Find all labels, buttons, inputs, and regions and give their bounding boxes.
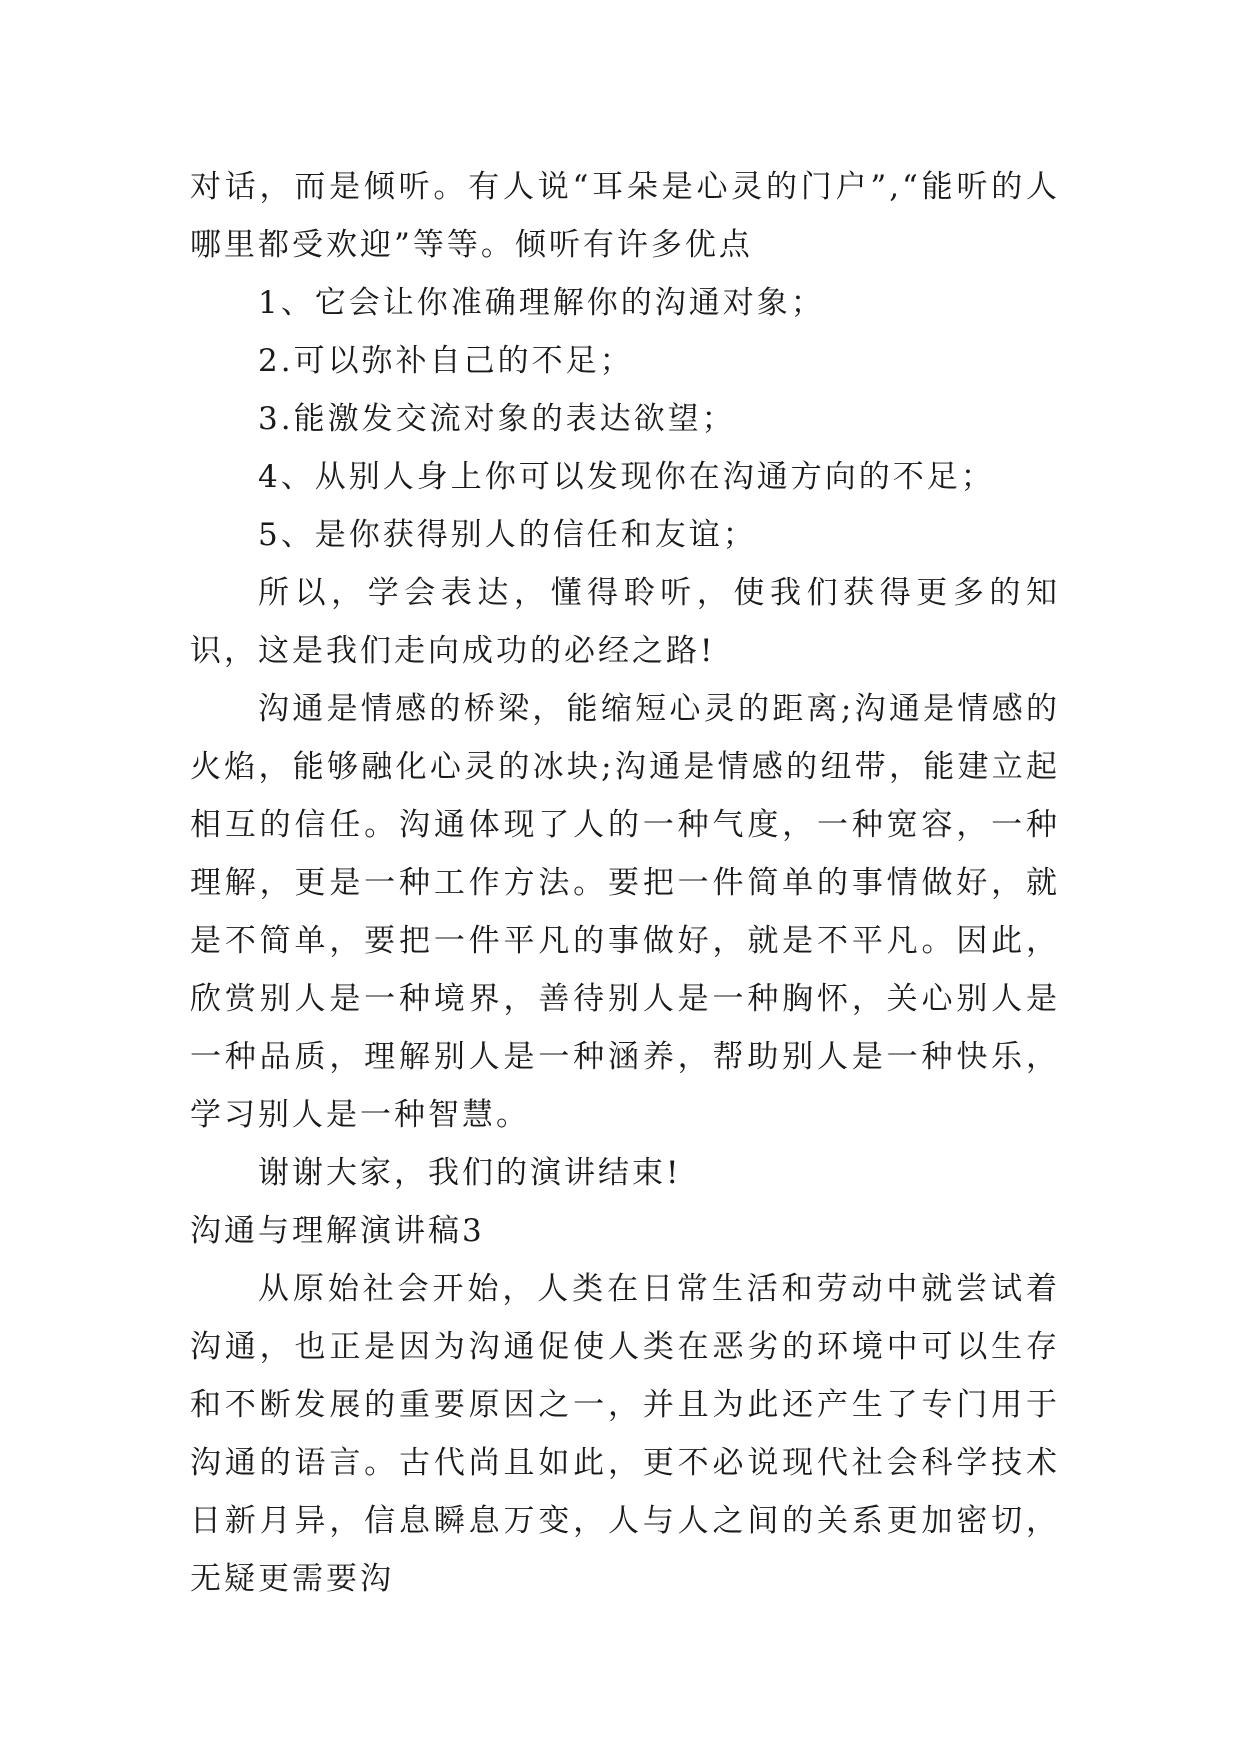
- section-heading: 沟通与理解演讲稿3: [190, 1213, 485, 1249]
- list-item-5: 5、是你获得别人的信任和友谊；: [258, 517, 757, 553]
- paragraph-listening-intro: 对话，而是倾听。有人说“耳朵是心灵的门户”,“能听的人哪里都受欢迎”等等。倾听有许多优点: [190, 169, 1060, 263]
- paragraph-primitive-society: 从原始社会开始，人类在日常生活和劳动中就尝试着沟通，也正是因为沟通促使人类在恶劣的环境中可以生存和不断发展的重要原因之一，并且为此还产生了专门用于沟通的语言。古代尚且如此，更不必说现代社会科学技术日新月异，信息瞬息万变，人与人之间的关系更加密切，无疑更需要沟: [190, 1271, 1060, 1597]
- paragraph-conclusion: 所以，学会表达，懂得聆听，使我们获得更多的知识，这是我们走向成功的必经之路!: [190, 575, 1060, 669]
- paragraph-communication-bridge: 沟通是情感的桥梁，能缩短心灵的距离;沟通是情感的火焰，能够融化心灵的冰块;沟通是情感的纽带，能建立起相互的信任。沟通体现了人的一种气度，一种宽容，一种理解，更是一种工作方法。要把一件简单的事情做好，就是不简单，要把一件平凡的事做好，就是不平凡。因此，欣赏别人是一种境界，善待别人是一种胸怀，关心别人是一种品质，理解别人是一种涵养，帮助别人是一种快乐，学习别人是一种智慧。: [190, 691, 1060, 1133]
- list-item-1: 1、它会让你准确理解你的沟通对象；: [258, 285, 825, 321]
- list-item-4: 4、从别人身上你可以发现你在沟通方向的不足；: [258, 459, 995, 495]
- list-item-3: 3.能激发交流对象的表达欲望；: [258, 401, 736, 437]
- paragraph-closing-thanks: 谢谢大家，我们的演讲结束!: [258, 1155, 682, 1191]
- list-item-2: 2.可以弥补自己的不足；: [258, 343, 634, 379]
- document-body: [190, 158, 1060, 1608]
